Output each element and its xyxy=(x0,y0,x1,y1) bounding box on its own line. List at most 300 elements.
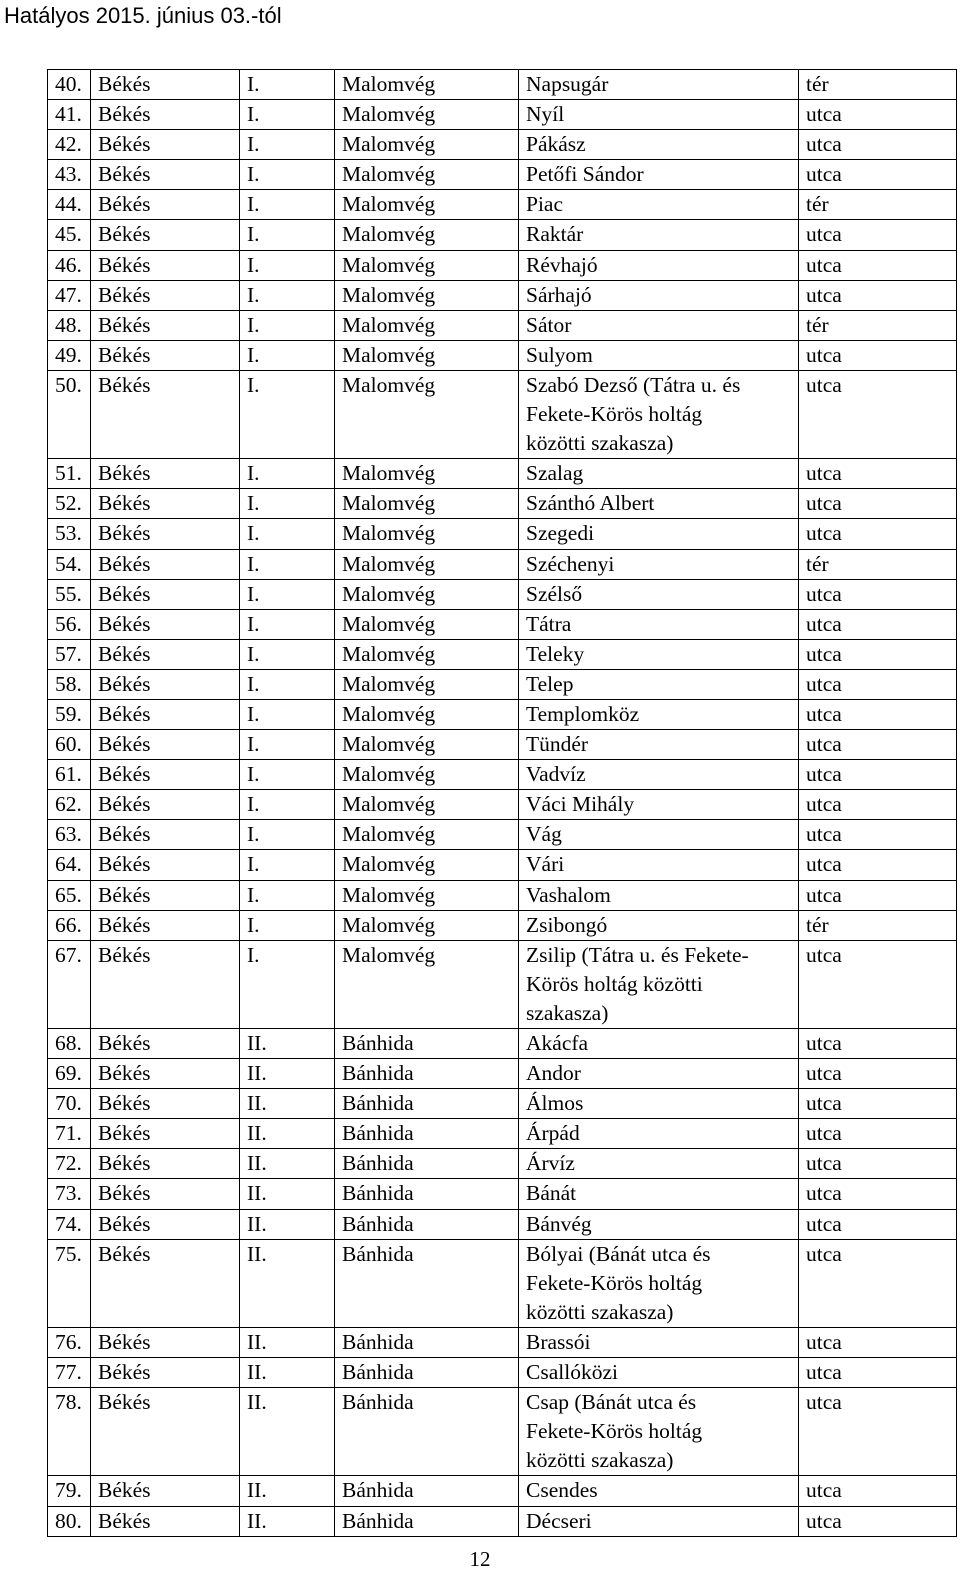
street-name-line: Fekete-Körös holtág xyxy=(526,1419,703,1444)
row-number-cell: 42. xyxy=(48,130,91,160)
table-row xyxy=(48,850,957,880)
street-name-line: Fekete-Körös holtág xyxy=(526,1270,703,1295)
street-type-cell: utca xyxy=(799,1029,957,1059)
city-cell: Békés xyxy=(91,820,240,850)
district-number-cell: II. xyxy=(240,1029,335,1059)
district-name-cell: Bánhida xyxy=(335,1327,519,1357)
table-row xyxy=(48,1388,957,1476)
district-number-cell: I. xyxy=(240,549,335,579)
district-number-cell: I. xyxy=(240,489,335,519)
district-number-cell: I. xyxy=(240,160,335,190)
district-name-cell: Bánhida xyxy=(335,1119,519,1149)
table-row xyxy=(48,1059,957,1089)
street-name-cell xyxy=(519,370,799,458)
street-type-cell: utca xyxy=(799,1119,957,1149)
table-row xyxy=(48,1119,957,1149)
district-name-cell: Malomvég xyxy=(335,130,519,160)
street-type-cell: utca xyxy=(799,699,957,729)
row-number-cell: 41. xyxy=(48,100,91,130)
street-name-line: szakasza) xyxy=(526,1000,609,1025)
table-row xyxy=(48,220,957,250)
city-cell: Békés xyxy=(91,1209,240,1239)
street-name-line: Bólyai (Bánát utca és xyxy=(526,1241,711,1266)
district-number-cell: I. xyxy=(240,519,335,549)
district-number-cell: II. xyxy=(240,1388,335,1476)
street-name-cell xyxy=(519,940,799,1028)
street-type-cell: tér xyxy=(799,910,957,940)
street-name-cell: Templomköz xyxy=(519,699,799,729)
table-row xyxy=(48,549,957,579)
district-number-cell: I. xyxy=(240,760,335,790)
street-name-cell: Árvíz xyxy=(519,1149,799,1179)
street-name-line: közötti szakasza) xyxy=(526,1448,674,1473)
row-number-cell: 60. xyxy=(48,730,91,760)
street-type-cell: utca xyxy=(799,1209,957,1239)
row-number-cell: 45. xyxy=(48,220,91,250)
street-name-cell: Tündér xyxy=(519,730,799,760)
city-cell: Békés xyxy=(91,1149,240,1179)
district-number-cell: II. xyxy=(240,1179,335,1209)
street-type-cell: utca xyxy=(799,1358,957,1388)
city-cell: Békés xyxy=(91,519,240,549)
city-cell: Békés xyxy=(91,190,240,220)
district-name-cell: Bánhida xyxy=(335,1209,519,1239)
row-number-cell: 70. xyxy=(48,1089,91,1119)
district-name-cell: Bánhida xyxy=(335,1179,519,1209)
city-cell: Békés xyxy=(91,1327,240,1357)
street-type-cell: utca xyxy=(799,1506,957,1536)
district-number-cell: I. xyxy=(240,790,335,820)
street-type-cell: utca xyxy=(799,519,957,549)
row-number-cell: 46. xyxy=(48,250,91,280)
row-number-cell: 77. xyxy=(48,1358,91,1388)
district-number-cell: I. xyxy=(240,910,335,940)
district-name-cell: Malomvég xyxy=(335,609,519,639)
street-name-line: Körös holtág közötti xyxy=(526,971,703,996)
table-row xyxy=(48,669,957,699)
street-type-cell: tér xyxy=(799,549,957,579)
street-name-cell: Teleky xyxy=(519,639,799,669)
district-name-cell: Bánhida xyxy=(335,1239,519,1327)
street-type-cell: utca xyxy=(799,639,957,669)
city-cell: Békés xyxy=(91,1029,240,1059)
city-cell: Békés xyxy=(91,1506,240,1536)
district-name-cell: Malomvég xyxy=(335,190,519,220)
district-name-cell: Malomvég xyxy=(335,790,519,820)
district-name-cell: Malomvég xyxy=(335,639,519,669)
street-type-cell: utca xyxy=(799,880,957,910)
district-number-cell: I. xyxy=(240,190,335,220)
district-name-cell: Malomvég xyxy=(335,220,519,250)
district-name-cell: Malomvég xyxy=(335,459,519,489)
district-name-cell: Malomvég xyxy=(335,820,519,850)
street-name-cell: Csallóközi xyxy=(519,1358,799,1388)
table-row xyxy=(48,1327,957,1357)
row-number-cell: 73. xyxy=(48,1179,91,1209)
street-name-cell: Andor xyxy=(519,1059,799,1089)
district-name-cell: Malomvég xyxy=(335,250,519,280)
street-type-cell: utca xyxy=(799,940,957,1028)
table-row xyxy=(48,639,957,669)
document-header: Hatályos 2015. június 03.-tól xyxy=(4,3,282,28)
district-number-cell: I. xyxy=(240,730,335,760)
district-number-cell: II. xyxy=(240,1476,335,1506)
street-name-cell: Révhajó xyxy=(519,250,799,280)
street-name-cell: Szegedi xyxy=(519,519,799,549)
street-name-line: közötti szakasza) xyxy=(526,1299,674,1324)
district-name-cell: Malomvég xyxy=(335,489,519,519)
district-number-cell: II. xyxy=(240,1209,335,1239)
row-number-cell: 61. xyxy=(48,760,91,790)
table-row xyxy=(48,940,957,1028)
district-number-cell: I. xyxy=(240,850,335,880)
row-number-cell: 68. xyxy=(48,1029,91,1059)
district-number-cell: I. xyxy=(240,820,335,850)
district-name-cell: Bánhida xyxy=(335,1059,519,1089)
street-type-cell: utca xyxy=(799,160,957,190)
row-number-cell: 52. xyxy=(48,489,91,519)
city-cell: Békés xyxy=(91,910,240,940)
row-number-cell: 43. xyxy=(48,160,91,190)
table-row xyxy=(48,370,957,458)
row-number-cell: 40. xyxy=(48,70,91,100)
table-row xyxy=(48,340,957,370)
street-name-cell: Csendes xyxy=(519,1476,799,1506)
street-name-cell: Petőfi Sándor xyxy=(519,160,799,190)
district-number-cell: I. xyxy=(240,310,335,340)
row-number-cell: 65. xyxy=(48,880,91,910)
street-name-cell: Bánvég xyxy=(519,1209,799,1239)
table-row xyxy=(48,880,957,910)
table-row xyxy=(48,70,957,100)
city-cell: Békés xyxy=(91,639,240,669)
city-cell: Békés xyxy=(91,70,240,100)
district-name-cell: Malomvég xyxy=(335,549,519,579)
district-number-cell: I. xyxy=(240,70,335,100)
city-cell: Békés xyxy=(91,669,240,699)
table-row xyxy=(48,790,957,820)
district-name-cell: Malomvég xyxy=(335,910,519,940)
street-name-cell: Akácfa xyxy=(519,1029,799,1059)
street-type-cell: tér xyxy=(799,310,957,340)
table-row xyxy=(48,609,957,639)
table-row xyxy=(48,250,957,280)
row-number-cell: 54. xyxy=(48,549,91,579)
row-number-cell: 47. xyxy=(48,280,91,310)
table-row xyxy=(48,280,957,310)
street-name-cell: Álmos xyxy=(519,1089,799,1119)
street-name-line: Fekete-Körös holtág xyxy=(526,402,703,427)
street-type-cell: utca xyxy=(799,489,957,519)
street-type-cell: utca xyxy=(799,1179,957,1209)
district-number-cell: II. xyxy=(240,1239,335,1327)
city-cell: Békés xyxy=(91,609,240,639)
street-name-cell: Telep xyxy=(519,669,799,699)
district-number-cell: II. xyxy=(240,1358,335,1388)
street-register-table xyxy=(47,69,957,1537)
city-cell: Békés xyxy=(91,1179,240,1209)
row-number-cell: 51. xyxy=(48,459,91,489)
city-cell: Békés xyxy=(91,250,240,280)
row-number-cell: 55. xyxy=(48,579,91,609)
row-number-cell: 78. xyxy=(48,1388,91,1476)
table-row xyxy=(48,1089,957,1119)
district-name-cell: Bánhida xyxy=(335,1506,519,1536)
district-name-cell: Malomvég xyxy=(335,850,519,880)
street-name-cell: Brassói xyxy=(519,1327,799,1357)
table-row xyxy=(48,760,957,790)
street-type-cell: utca xyxy=(799,850,957,880)
district-number-cell: I. xyxy=(240,280,335,310)
street-name-cell: Nyíl xyxy=(519,100,799,130)
street-name-line: közötti szakasza) xyxy=(526,431,674,456)
district-name-cell: Malomvég xyxy=(335,880,519,910)
street-name-cell: Árpád xyxy=(519,1119,799,1149)
district-name-cell: Malomvég xyxy=(335,100,519,130)
street-name-cell xyxy=(519,1239,799,1327)
street-name-cell: Szánthó Albert xyxy=(519,489,799,519)
street-name-line: Zsilip (Tátra u. és Fekete- xyxy=(526,942,749,967)
table-row xyxy=(48,1239,957,1327)
table-row xyxy=(48,1506,957,1536)
district-number-cell: I. xyxy=(240,579,335,609)
street-type-cell: utca xyxy=(799,1476,957,1506)
street-type-cell: utca xyxy=(799,760,957,790)
district-name-cell: Bánhida xyxy=(335,1358,519,1388)
street-type-cell: tér xyxy=(799,190,957,220)
street-type-cell: utca xyxy=(799,280,957,310)
street-type-cell: utca xyxy=(799,1239,957,1327)
row-number-cell: 80. xyxy=(48,1506,91,1536)
district-number-cell: I. xyxy=(240,370,335,458)
street-type-cell: tér xyxy=(799,70,957,100)
district-number-cell: I. xyxy=(240,100,335,130)
district-name-cell: Malomvég xyxy=(335,70,519,100)
table-row xyxy=(48,820,957,850)
street-type-cell: utca xyxy=(799,1149,957,1179)
row-number-cell: 62. xyxy=(48,790,91,820)
table-row xyxy=(48,459,957,489)
city-cell: Békés xyxy=(91,730,240,760)
table-row xyxy=(48,1209,957,1239)
city-cell: Békés xyxy=(91,280,240,310)
city-cell: Békés xyxy=(91,1089,240,1119)
district-name-cell: Malomvég xyxy=(335,699,519,729)
city-cell: Békés xyxy=(91,940,240,1028)
district-number-cell: I. xyxy=(240,639,335,669)
district-number-cell: I. xyxy=(240,220,335,250)
district-number-cell: II. xyxy=(240,1327,335,1357)
street-type-cell: utca xyxy=(799,370,957,458)
street-name-cell: Décseri xyxy=(519,1506,799,1536)
row-number-cell: 74. xyxy=(48,1209,91,1239)
row-number-cell: 59. xyxy=(48,699,91,729)
table-body xyxy=(48,70,957,1537)
city-cell: Békés xyxy=(91,790,240,820)
row-number-cell: 75. xyxy=(48,1239,91,1327)
city-cell: Békés xyxy=(91,850,240,880)
street-name-cell: Váci Mihály xyxy=(519,790,799,820)
street-type-cell: utca xyxy=(799,579,957,609)
street-name-cell: Sárhajó xyxy=(519,280,799,310)
street-type-cell: utca xyxy=(799,459,957,489)
street-type-cell: utca xyxy=(799,220,957,250)
district-name-cell: Malomvég xyxy=(335,519,519,549)
district-number-cell: I. xyxy=(240,340,335,370)
street-type-cell: utca xyxy=(799,1059,957,1089)
street-name-cell: Pákász xyxy=(519,130,799,160)
page-number: 12 xyxy=(469,1547,491,1571)
district-name-cell: Malomvég xyxy=(335,310,519,340)
district-name-cell: Bánhida xyxy=(335,1029,519,1059)
street-type-cell: utca xyxy=(799,730,957,760)
street-name-cell: Tátra xyxy=(519,609,799,639)
city-cell: Békés xyxy=(91,160,240,190)
row-number-cell: 66. xyxy=(48,910,91,940)
street-name-cell: Vág xyxy=(519,820,799,850)
district-number-cell: I. xyxy=(240,699,335,729)
table-row xyxy=(48,1476,957,1506)
city-cell: Békés xyxy=(91,1476,240,1506)
street-name-cell: Sátor xyxy=(519,310,799,340)
street-name-cell: Zsibongó xyxy=(519,910,799,940)
street-name-line: Csap (Bánát utca és xyxy=(526,1390,697,1415)
city-cell: Békés xyxy=(91,220,240,250)
street-type-cell: utca xyxy=(799,1089,957,1119)
city-cell: Békés xyxy=(91,130,240,160)
street-name-cell: Vári xyxy=(519,850,799,880)
district-number-cell: II. xyxy=(240,1149,335,1179)
row-number-cell: 63. xyxy=(48,820,91,850)
row-number-cell: 58. xyxy=(48,669,91,699)
city-cell: Békés xyxy=(91,549,240,579)
street-name-cell: Szalag xyxy=(519,459,799,489)
district-name-cell: Malomvég xyxy=(335,760,519,790)
district-number-cell: I. xyxy=(240,940,335,1028)
table-row xyxy=(48,730,957,760)
district-number-cell: I. xyxy=(240,669,335,699)
table-row xyxy=(48,1358,957,1388)
street-name-cell: Vadvíz xyxy=(519,760,799,790)
city-cell: Békés xyxy=(91,340,240,370)
district-name-cell: Malomvég xyxy=(335,280,519,310)
row-number-cell: 48. xyxy=(48,310,91,340)
street-type-cell: utca xyxy=(799,340,957,370)
table-row xyxy=(48,1029,957,1059)
district-name-cell: Malomvég xyxy=(335,730,519,760)
table-row xyxy=(48,489,957,519)
row-number-cell: 44. xyxy=(48,190,91,220)
row-number-cell: 56. xyxy=(48,609,91,639)
district-number-cell: I. xyxy=(240,459,335,489)
table-row xyxy=(48,579,957,609)
street-type-cell: utca xyxy=(799,669,957,699)
table-row xyxy=(48,190,957,220)
district-number-cell: I. xyxy=(240,609,335,639)
table-row xyxy=(48,910,957,940)
city-cell: Békés xyxy=(91,1388,240,1476)
row-number-cell: 71. xyxy=(48,1119,91,1149)
city-cell: Békés xyxy=(91,1059,240,1089)
district-number-cell: II. xyxy=(240,1506,335,1536)
table-row xyxy=(48,130,957,160)
district-name-cell: Malomvég xyxy=(335,940,519,1028)
district-name-cell: Malomvég xyxy=(335,669,519,699)
street-name-line: Szabó Dezső (Tátra u. és xyxy=(526,372,741,397)
district-number-cell: II. xyxy=(240,1059,335,1089)
row-number-cell: 57. xyxy=(48,639,91,669)
district-name-cell: Malomvég xyxy=(335,160,519,190)
district-name-cell: Malomvég xyxy=(335,579,519,609)
city-cell: Békés xyxy=(91,579,240,609)
street-name-cell: Vashalom xyxy=(519,880,799,910)
street-name-cell: Sulyom xyxy=(519,340,799,370)
table-row xyxy=(48,519,957,549)
row-number-cell: 76. xyxy=(48,1327,91,1357)
table-row xyxy=(48,160,957,190)
street-name-cell: Napsugár xyxy=(519,70,799,100)
street-type-cell: utca xyxy=(799,609,957,639)
city-cell: Békés xyxy=(91,459,240,489)
street-type-cell: utca xyxy=(799,130,957,160)
district-name-cell: Bánhida xyxy=(335,1388,519,1476)
city-cell: Békés xyxy=(91,489,240,519)
table-row xyxy=(48,699,957,729)
row-number-cell: 79. xyxy=(48,1476,91,1506)
district-name-cell: Bánhida xyxy=(335,1476,519,1506)
district-name-cell: Bánhida xyxy=(335,1149,519,1179)
street-name-cell: Bánát xyxy=(519,1179,799,1209)
city-cell: Békés xyxy=(91,310,240,340)
district-number-cell: II. xyxy=(240,1119,335,1149)
district-number-cell: I. xyxy=(240,880,335,910)
district-name-cell: Bánhida xyxy=(335,1089,519,1119)
district-number-cell: II. xyxy=(240,1089,335,1119)
street-name-cell: Piac xyxy=(519,190,799,220)
street-type-cell: utca xyxy=(799,1327,957,1357)
street-type-cell: utca xyxy=(799,1388,957,1476)
city-cell: Békés xyxy=(91,1119,240,1149)
district-number-cell: I. xyxy=(240,130,335,160)
city-cell: Békés xyxy=(91,760,240,790)
city-cell: Békés xyxy=(91,1239,240,1327)
district-number-cell: I. xyxy=(240,250,335,280)
city-cell: Békés xyxy=(91,699,240,729)
street-type-cell: utca xyxy=(799,790,957,820)
city-cell: Békés xyxy=(91,1358,240,1388)
street-type-cell: utca xyxy=(799,820,957,850)
table-row xyxy=(48,1179,957,1209)
row-number-cell: 49. xyxy=(48,340,91,370)
city-cell: Békés xyxy=(91,100,240,130)
street-type-cell: utca xyxy=(799,100,957,130)
row-number-cell: 50. xyxy=(48,370,91,458)
district-name-cell: Malomvég xyxy=(335,340,519,370)
row-number-cell: 67. xyxy=(48,940,91,1028)
table-row xyxy=(48,100,957,130)
row-number-cell: 53. xyxy=(48,519,91,549)
table-row xyxy=(48,1149,957,1179)
city-cell: Békés xyxy=(91,880,240,910)
row-number-cell: 64. xyxy=(48,850,91,880)
row-number-cell: 72. xyxy=(48,1149,91,1179)
street-name-cell: Raktár xyxy=(519,220,799,250)
row-number-cell: 69. xyxy=(48,1059,91,1089)
street-name-cell: Szélső xyxy=(519,579,799,609)
district-name-cell: Malomvég xyxy=(335,370,519,458)
street-type-cell: utca xyxy=(799,250,957,280)
street-name-cell: Széchenyi xyxy=(519,549,799,579)
